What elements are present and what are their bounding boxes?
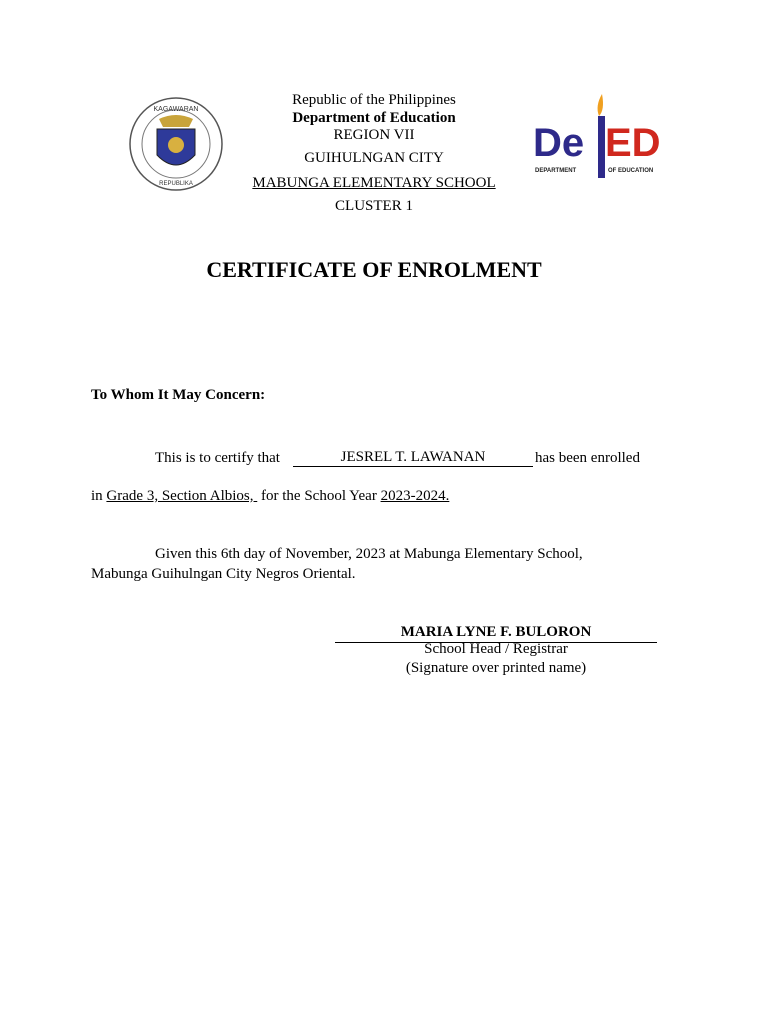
svg-text:REPUBLIKA: REPUBLIKA — [159, 181, 193, 187]
certificate-title: CERTIFICATE OF ENROLMENT — [206, 257, 542, 282]
header-region: REGION VII — [333, 127, 415, 143]
given-line-1: Given this 6th day of November, 2023 at Mabunga Elementary School, — [155, 546, 583, 562]
enrol-line — [91, 487, 449, 505]
signatory-role: School Head / Registrar — [424, 641, 568, 657]
header-city: GUIHULNGAN CITY — [304, 150, 444, 166]
grade-section: Grade 3, Section Albios, — [106, 488, 258, 504]
header-department: Department of Education — [292, 110, 456, 126]
deped-brand-logo — [533, 92, 661, 184]
given-line-2: Mabunga Guihulngan City Negros Oriental. — [91, 566, 356, 582]
salutation: To Whom It May Concern: — [91, 387, 266, 403]
svg-text:De: De — [533, 121, 585, 165]
header-cluster: CLUSTER 1 — [335, 198, 413, 214]
header-republic: Republic of the Philippines — [292, 92, 456, 108]
student-name: JESREL T. LAWANAN — [293, 449, 533, 467]
header-school: MABUNGA ELEMENTARY SCHOOL — [252, 175, 496, 191]
signature-note: (Signature over printed name) — [405, 660, 587, 676]
deped-seal-logo — [127, 97, 225, 191]
svg-text:DEPARTMENT: DEPARTMENT — [535, 168, 577, 174]
svg-text:OF EDUCATION: OF EDUCATION — [608, 168, 654, 174]
school-year: 2023-2024. — [380, 488, 450, 504]
in-text: in — [91, 488, 103, 504]
svg-text:ED: ED — [605, 121, 661, 165]
certify-suffix: has been enrolled — [535, 450, 640, 466]
svg-text:KAGAWARAN: KAGAWARAN — [153, 106, 199, 113]
signatory-name: MARIA LYNE F. BULORON — [400, 624, 592, 640]
school-year-label: for the School Year — [261, 488, 377, 504]
certify-prefix: This is to certify that — [155, 450, 280, 466]
